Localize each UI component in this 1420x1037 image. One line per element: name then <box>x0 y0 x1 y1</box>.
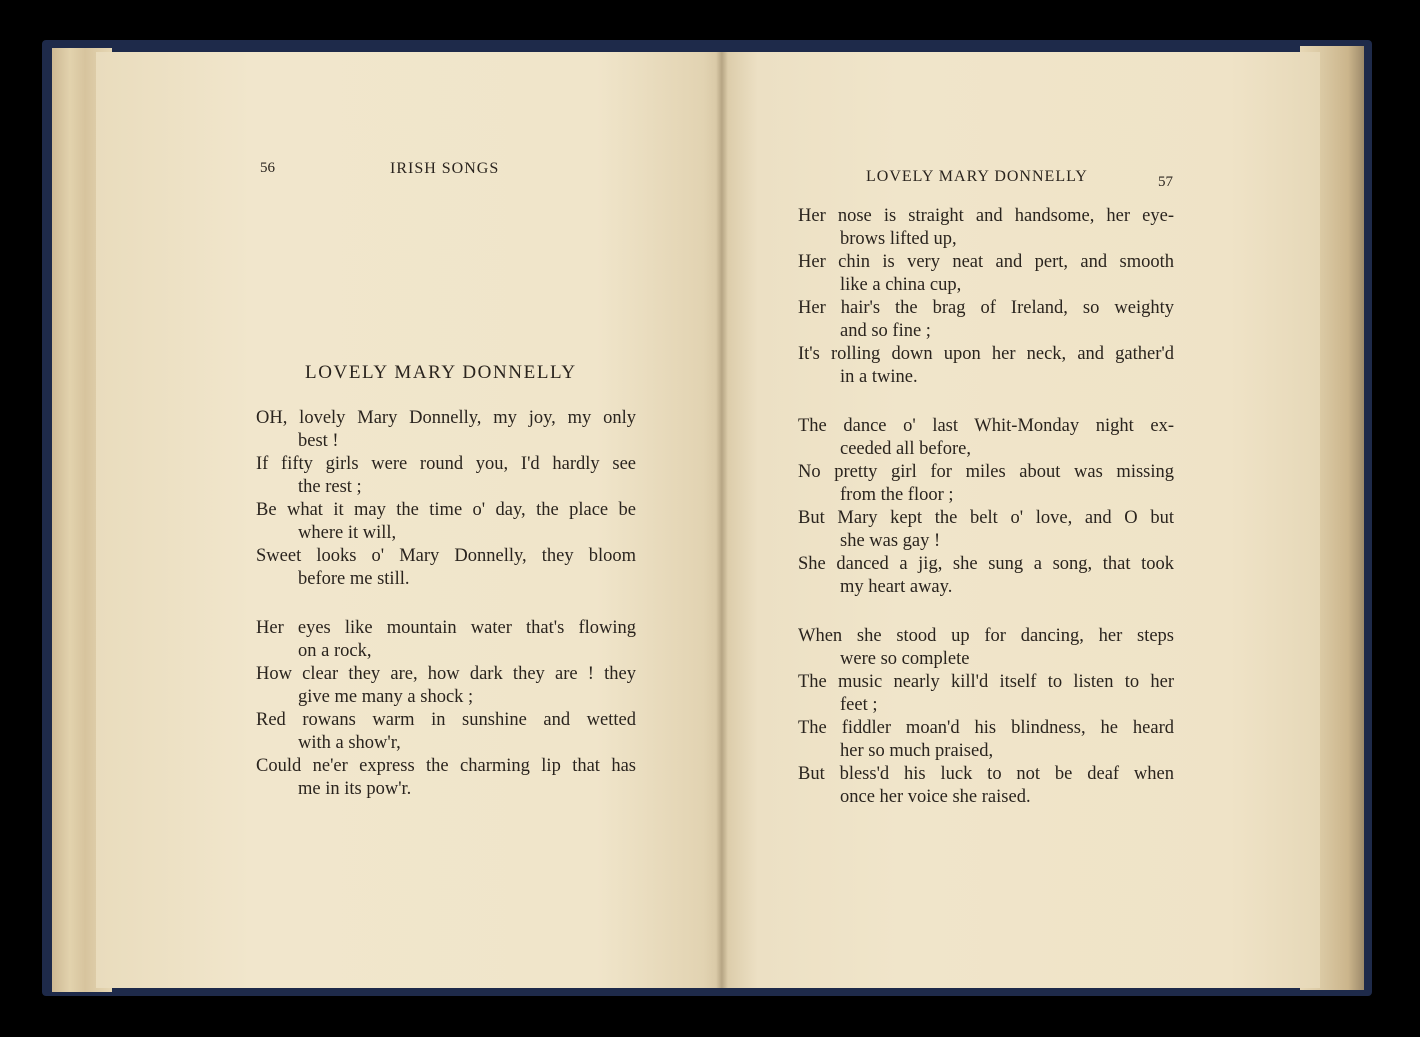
verse-line <box>798 297 1174 343</box>
verse-line <box>256 755 636 801</box>
left-running-head: IRISH SONGS <box>390 160 500 177</box>
verse-line <box>798 251 1174 297</box>
stanza <box>798 415 1174 599</box>
verse-line-continuation: before me still. <box>298 569 410 589</box>
verse-line-text: OH, lovely Mary Donnelly, my joy, my only <box>256 408 636 428</box>
verse-line-text: Her hair's the brag of Ireland, so weighty <box>798 298 1174 318</box>
stanza <box>256 617 636 801</box>
verse-line <box>256 709 636 755</box>
verse-line <box>798 671 1174 717</box>
verse-line-continuation: she was gay ! <box>840 531 941 551</box>
verse-line-continuation: like a china cup, <box>840 275 962 295</box>
verse-line-continuation: feet ; <box>840 695 878 715</box>
verse-line-continuation: her so much praised, <box>840 741 994 761</box>
verse-line-continuation: once her voice she raised. <box>840 787 1031 807</box>
verse-line <box>256 663 636 709</box>
verse-line-continuation: and so fine ; <box>840 321 931 341</box>
verse-line-continuation: where it will, <box>298 523 397 543</box>
verse-line-text: Her nose is straight and handsome, her eye- <box>798 206 1174 226</box>
verse-line-continuation: were so complete <box>840 649 970 669</box>
verse-line-text: When she stood up for dancing, her steps <box>798 626 1174 646</box>
verse-line-continuation: brows lifted up, <box>840 229 957 249</box>
verse-line-text: It's rolling down upon her neck, and gather'd <box>798 344 1174 364</box>
verse-line-text: Her chin is very neat and pert, and smooth <box>798 252 1174 272</box>
verse-line-text: Could ne'er express the charming lip that has <box>256 756 636 776</box>
verse-line-continuation: my heart away. <box>840 577 953 597</box>
verse-line <box>798 717 1174 763</box>
verse-line-text: Red rowans warm in sunshine and wetted <box>256 710 636 730</box>
verse-line-text: Her eyes like mountain water that's flowing <box>256 618 636 638</box>
poem-title: LOVELY MARY DONNELLY <box>305 362 577 383</box>
verse-line <box>798 205 1174 251</box>
verse-line-text: But Mary kept the belt o' love, and O but <box>798 508 1174 528</box>
verse-line-text: The dance o' last Whit-Monday night ex- <box>798 416 1174 436</box>
verse-line <box>256 545 636 591</box>
stanza <box>798 625 1174 809</box>
verse-line-continuation: in a twine. <box>840 367 918 387</box>
verse-line-text: The fiddler moan'd his blindness, he heard <box>798 718 1174 738</box>
verse-line-continuation: best ! <box>298 431 339 451</box>
verse-line-continuation: with a show'r, <box>298 733 401 753</box>
verse-line-text: No pretty girl for miles about was missing <box>798 462 1174 482</box>
verse-line-text: If fifty girls were round you, I'd hardly see <box>256 454 636 474</box>
stanza <box>256 407 636 591</box>
verse-line <box>256 617 636 663</box>
verse-line <box>798 763 1174 809</box>
right-poem-body <box>798 205 1174 835</box>
verse-line-continuation: me in its pow'r. <box>298 779 412 799</box>
verse-line-text: How clear they are, how dark they are ! they <box>256 664 636 684</box>
verse-line-text: Sweet looks o' Mary Donnelly, they bloom <box>256 546 636 566</box>
verse-line <box>256 453 636 499</box>
verse-line <box>798 507 1174 553</box>
right-page-number: 57 <box>1158 174 1173 190</box>
verse-line-continuation: from the floor ; <box>840 485 954 505</box>
verse-line-continuation: ceeded all before, <box>840 439 971 459</box>
stanza <box>798 205 1174 389</box>
verse-line-text: She danced a jig, she sung a song, that took <box>798 554 1174 574</box>
verse-line <box>798 625 1174 671</box>
left-page-number: 56 <box>260 160 275 176</box>
verse-line <box>798 553 1174 599</box>
verse-line <box>798 343 1174 389</box>
verse-line-text: But bless'd his luck to not be deaf when <box>798 764 1174 784</box>
verse-line-continuation: on a rock, <box>298 641 372 661</box>
verse-line-continuation: the rest ; <box>298 477 362 497</box>
verse-line-text: The music nearly kill'd itself to listen to her <box>798 672 1174 692</box>
verse-line-continuation: give me many a shock ; <box>298 687 474 707</box>
left-poem-body <box>256 407 636 827</box>
verse-line <box>256 499 636 545</box>
right-running-head: LOVELY MARY DONNELLY <box>866 168 1088 185</box>
verse-line-text: Be what it may the time o' day, the place be <box>256 500 636 520</box>
verse-line <box>798 461 1174 507</box>
verse-line <box>256 407 636 453</box>
verse-line <box>798 415 1174 461</box>
book-gutter <box>716 52 728 988</box>
